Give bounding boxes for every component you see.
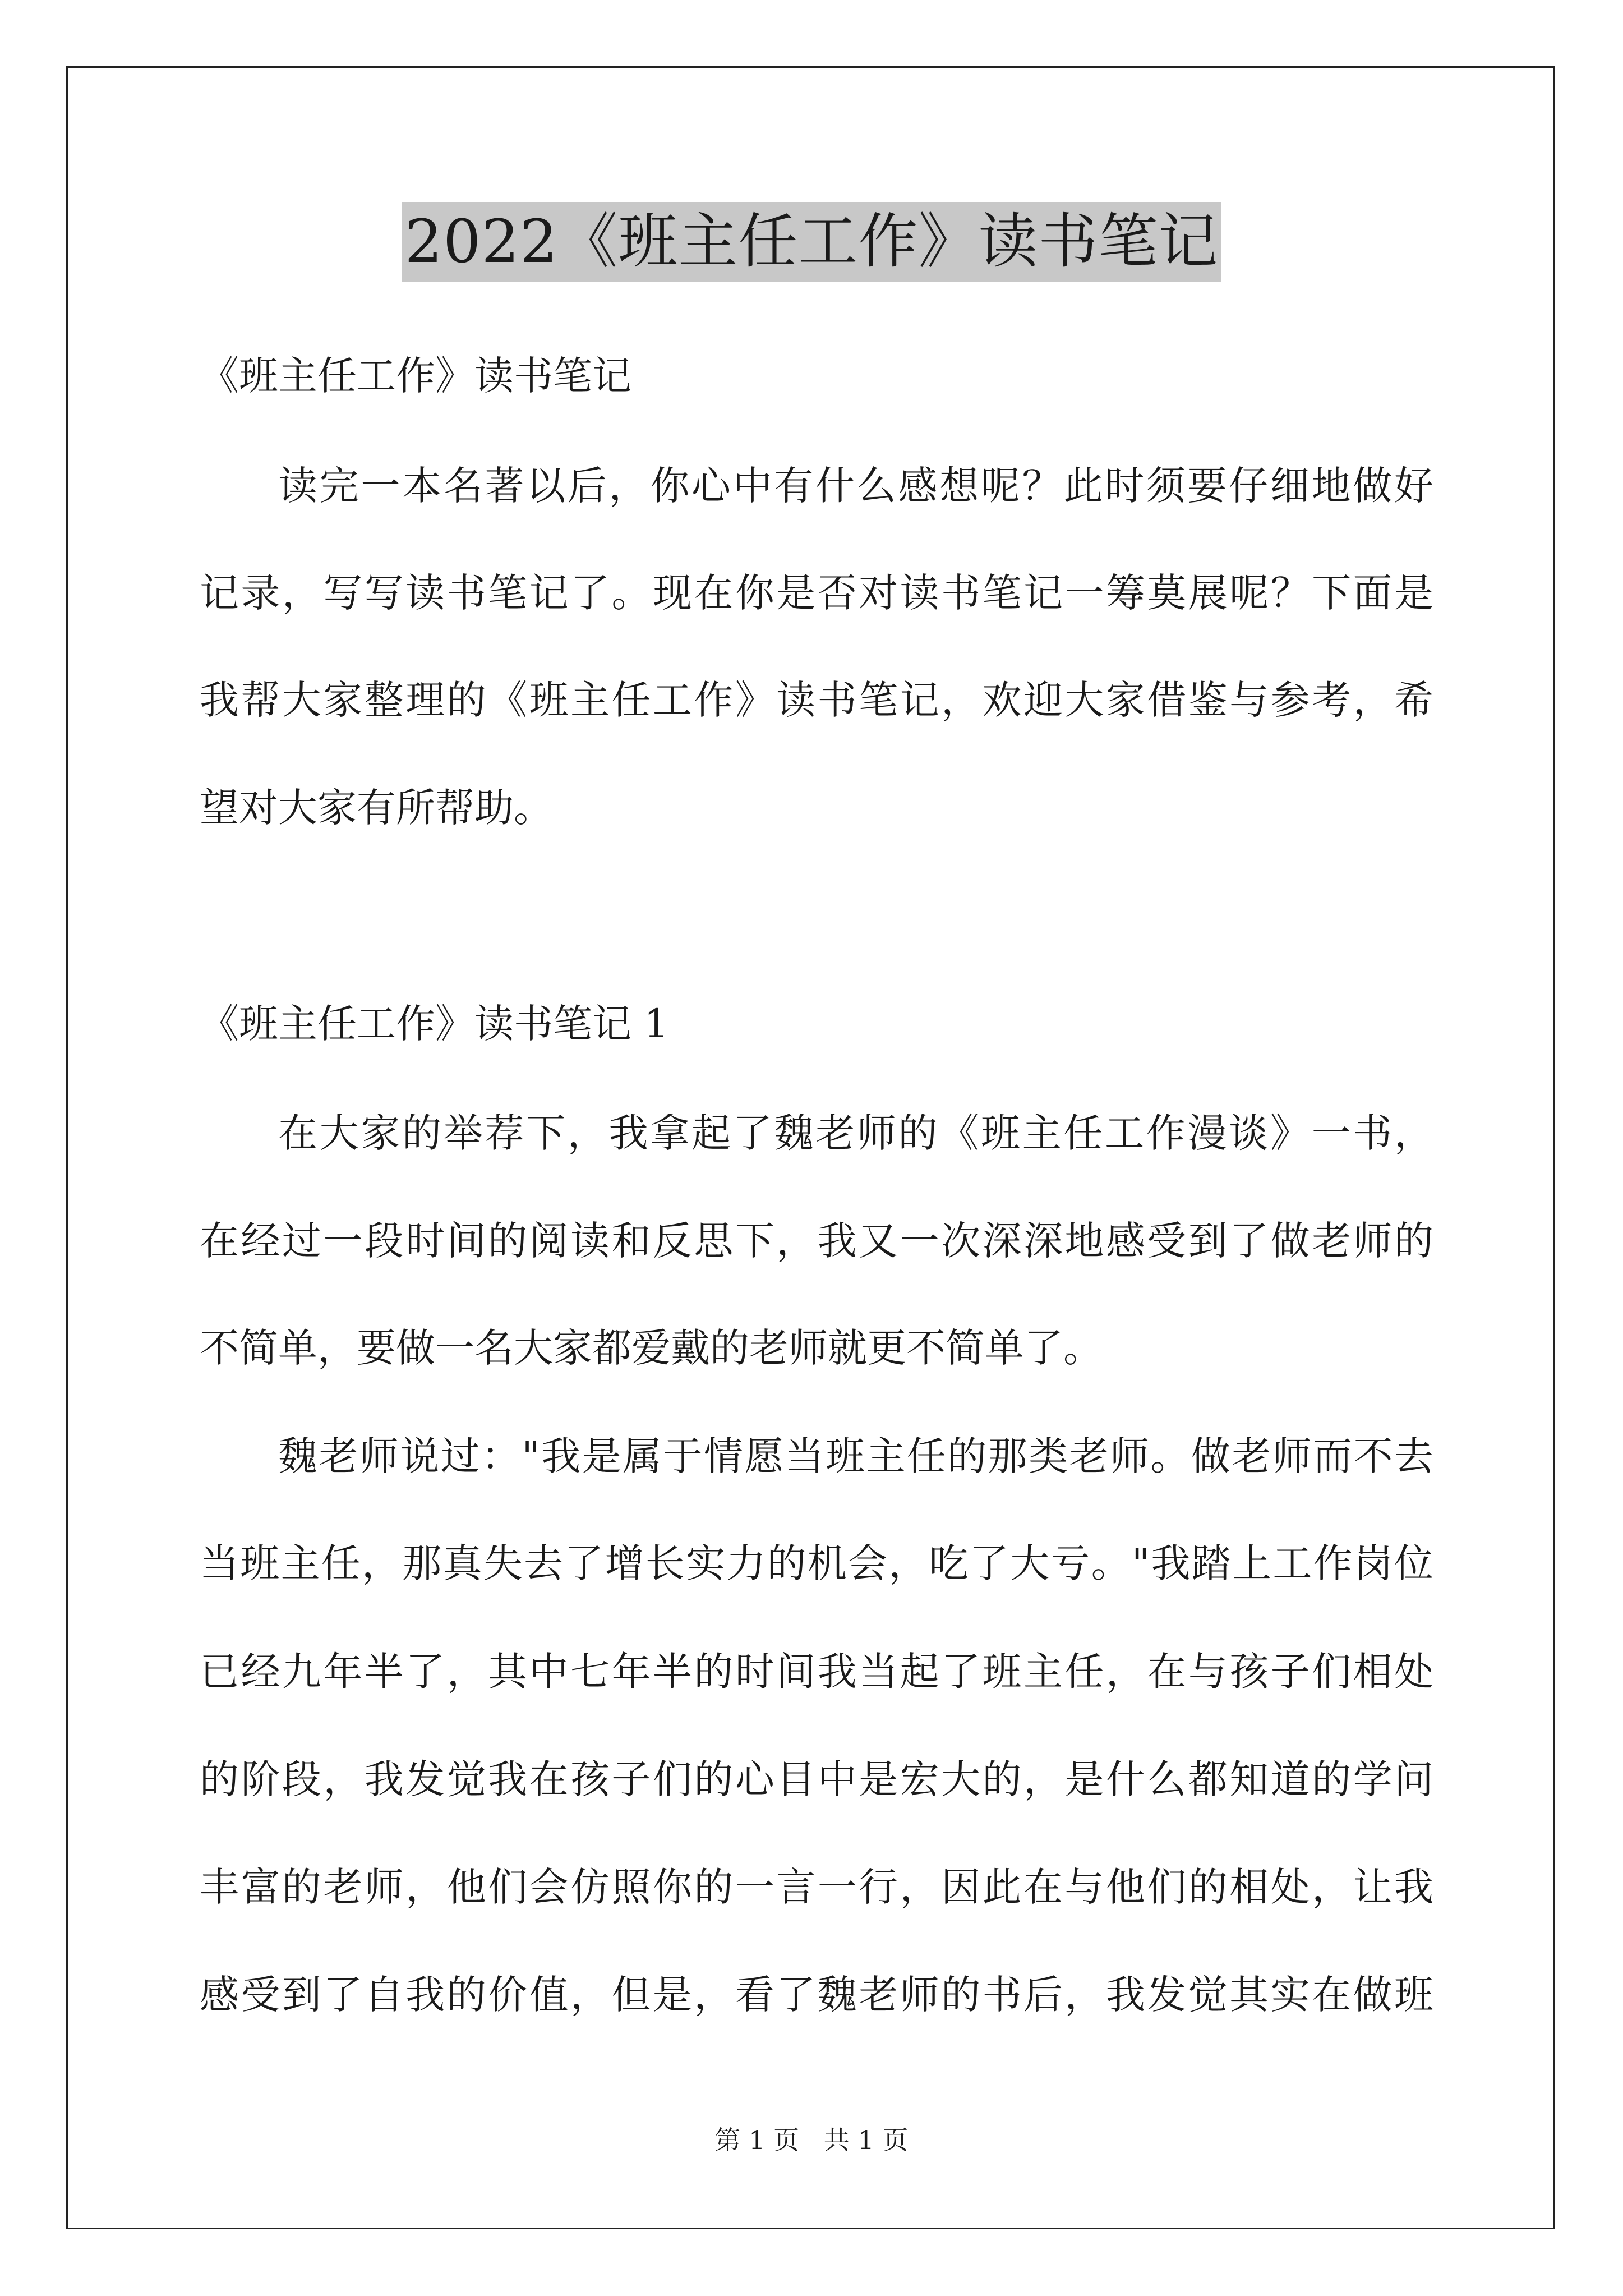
document-title: 2022《班主任工作》读书笔记	[402, 202, 1222, 282]
intro-line: 记录，写写读书笔记了。现在你是否对读书笔记一筹莫展呢？下面是	[200, 570, 1433, 616]
paragraph-line: 魏老师说过："我是属于情愿当班主任的那类老师。做老师而不去	[278, 1433, 1433, 1479]
paragraph-line: 当班主任，那真失去了增长实力的机会，吃了大亏。"我踏上工作岗位	[200, 1540, 1433, 1586]
intro-line: 我帮大家整理的《班主任工作》读书笔记，欢迎大家借鉴与参考，希	[200, 677, 1433, 723]
paragraph-line: 在经过一段时间的阅读和反思下，我又一次深深地感受到了做老师的	[200, 1218, 1433, 1264]
section-heading: 《班主任工作》读书笔记 1	[200, 1001, 669, 1047]
intro-line: 望对大家有所帮助。	[200, 785, 553, 831]
paragraph-line: 在大家的举荐下，我拿起了魏老师的《班主任工作漫谈》一书，	[278, 1110, 1433, 1156]
paragraph-line: 丰富的老师，他们会仿照你的一言一行，因此在与他们的相处，让我	[200, 1864, 1433, 1910]
intro-line: 读完一本名著以后，你心中有什么感想呢？此时须要仔细地做好	[278, 463, 1433, 509]
page-footer: 第 1 页 共 1 页	[714, 2125, 909, 2155]
paragraph-line: 已经九年半了，其中七年半的时间我当起了班主任，在与孩子们相处	[200, 1649, 1433, 1695]
paragraph-line: 的阶段，我发觉我在孩子们的心目中是宏大的，是什么都知道的学问	[200, 1756, 1433, 1802]
paragraph-line: 感受到了自我的价值，但是，看了魏老师的书后，我发觉其实在做班	[200, 1972, 1433, 2018]
title-container	[0, 202, 1623, 282]
paragraph-line: 不简单，要做一名大家都爱戴的老师就更不简单了。	[200, 1325, 1103, 1371]
subtitle: 《班主任工作》读书笔记	[200, 353, 631, 399]
